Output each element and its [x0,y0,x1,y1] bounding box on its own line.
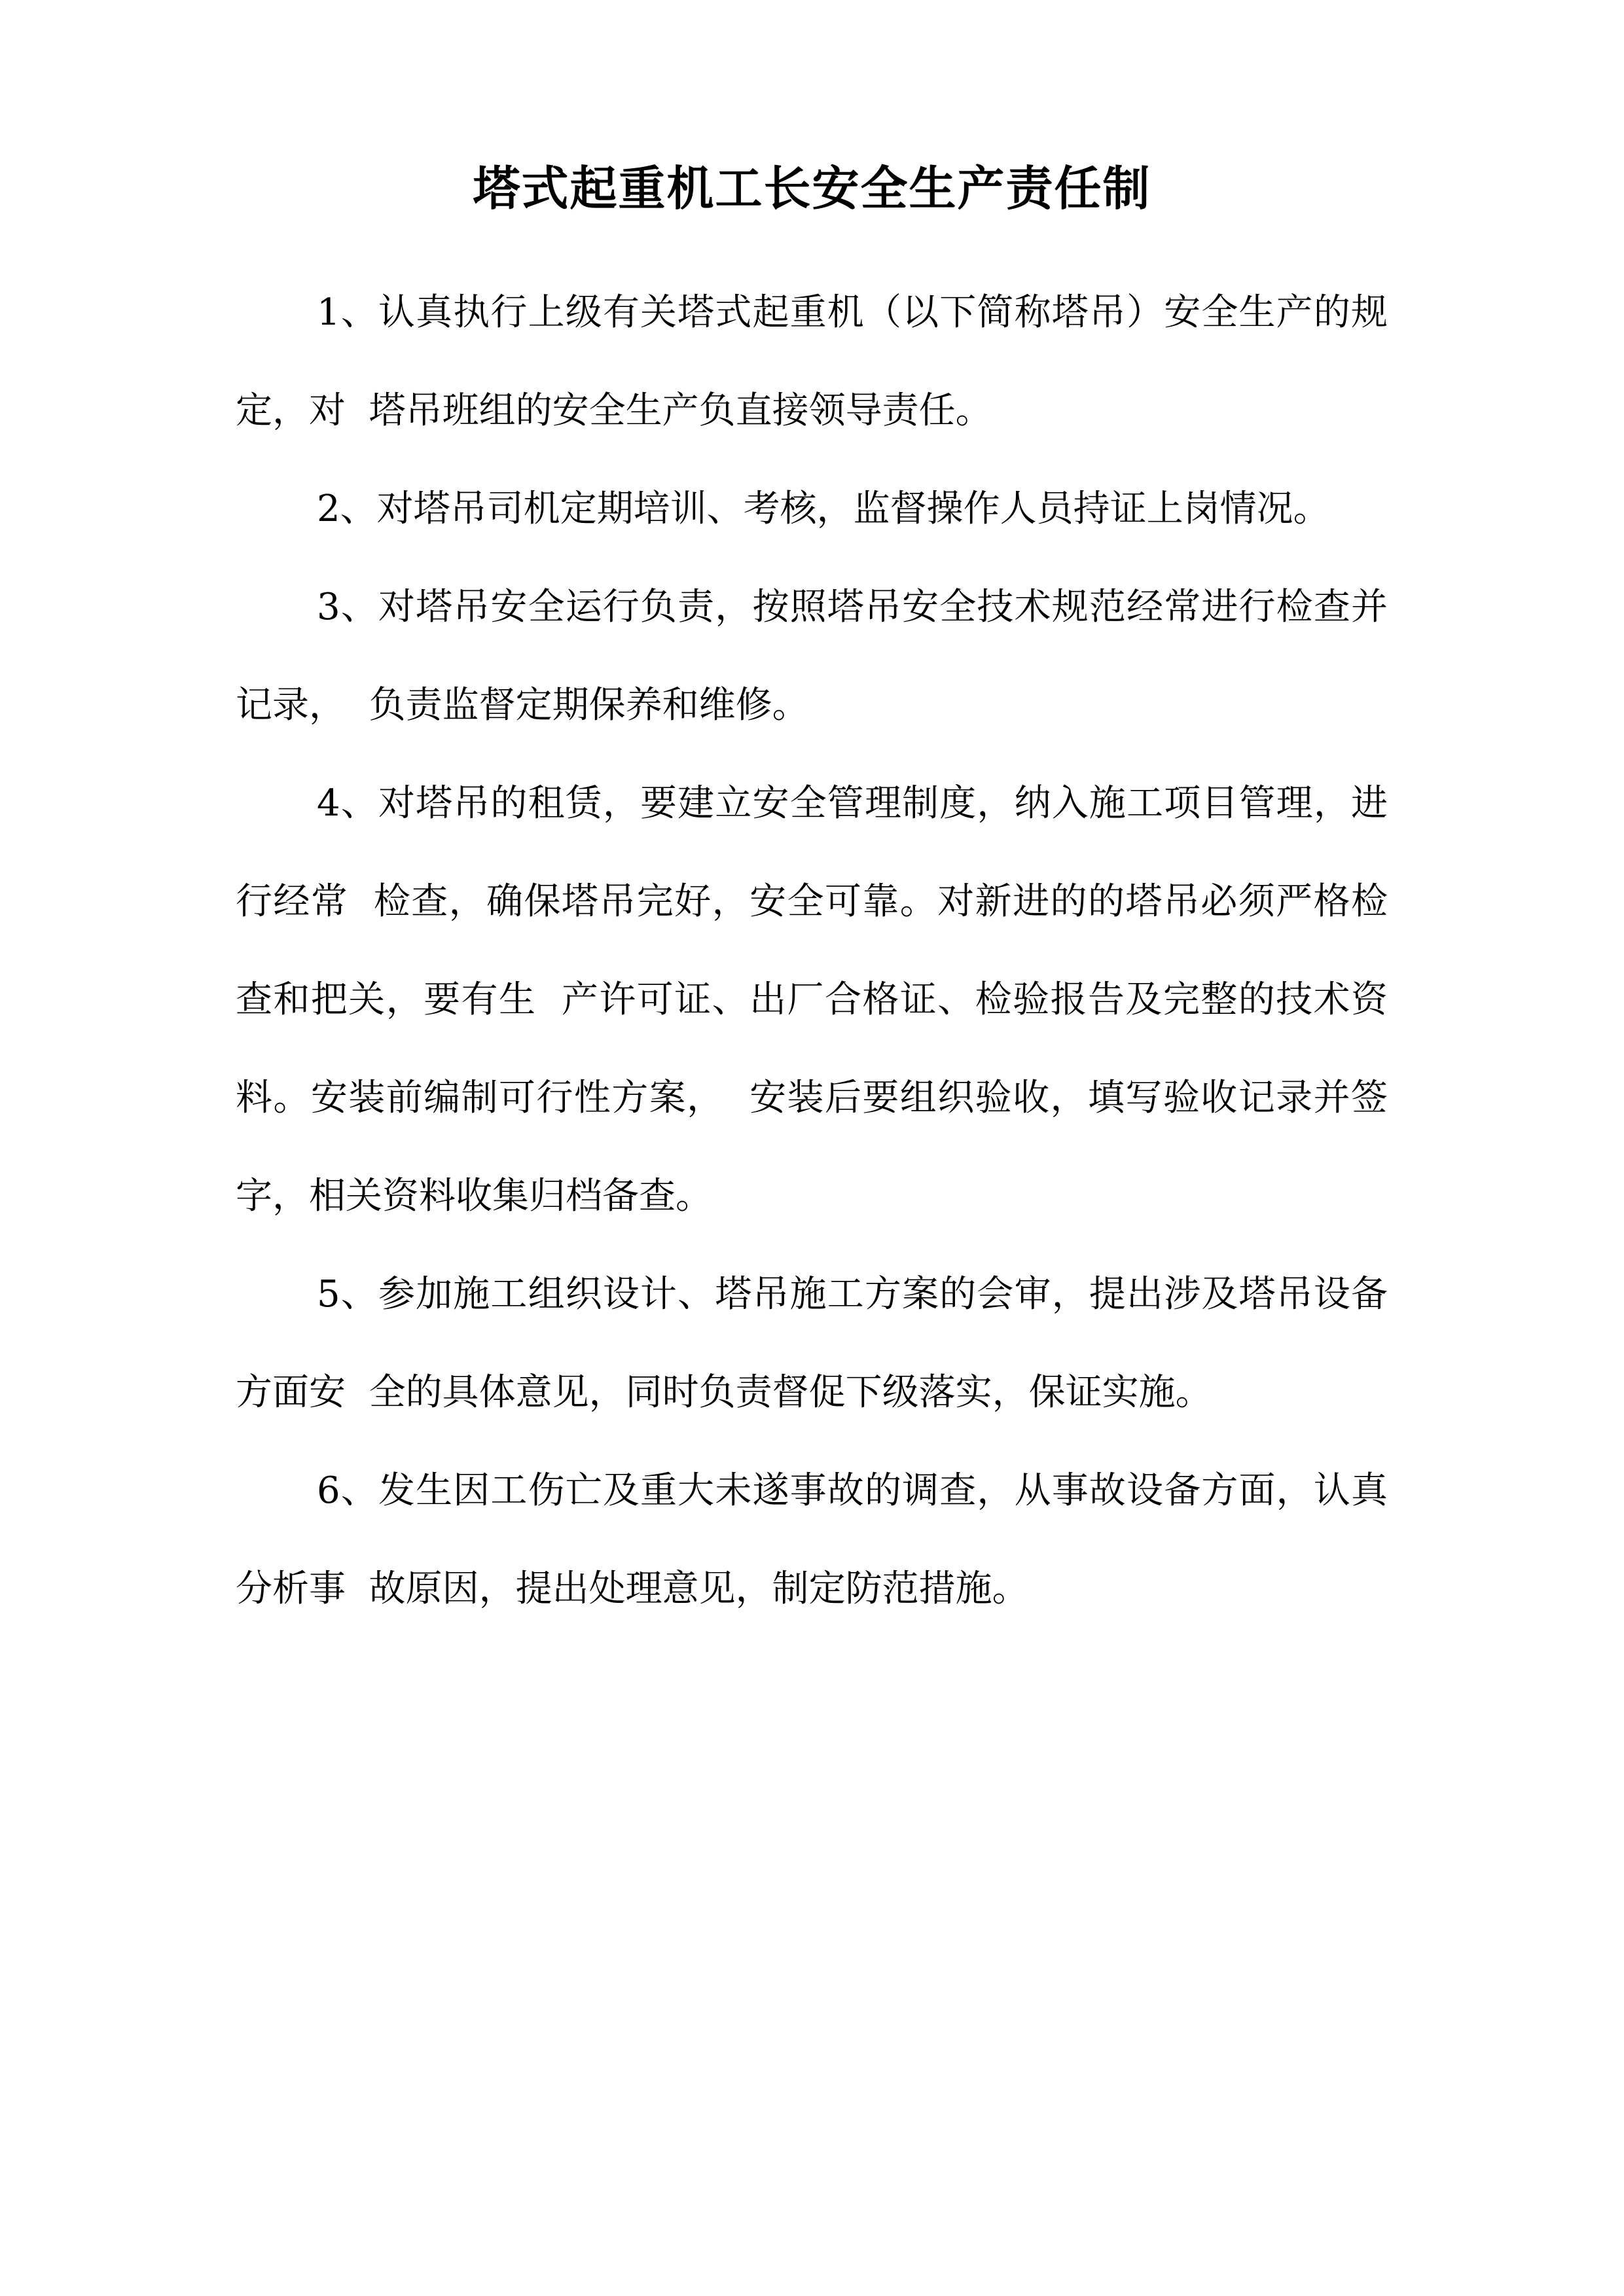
clause-6-line-1: 6、发生因工伤亡及重大未遂事故的调查，从事故设备方面，认真 [317,1469,1388,1512]
clause-4-line-1: 4、对塔吊的租赁，要建立安全管理制度，纳入施工项目管理，进 [317,782,1388,825]
clause-4-line-5: 字，相关资料收集归档备查。 [236,1175,712,1217]
clause-5-line-2: 方面安 全的具体意见，同时负责督促下级落实，保证实施。 [236,1371,1212,1414]
clause-6-line-2: 分析事 故原因，提出处理意见，制定防范措施。 [236,1568,1029,1610]
clause-3-line-1: 3、对塔吊安全运行负责，按照塔吊安全技术规范经常进行检查并 [317,586,1388,628]
clause-3-line-2: 记录， 负责监督定期保养和维修。 [236,684,809,726]
clause-2-line-1: 2、对塔吊司机定期培训、考核，监督操作人员持证上岗情况。 [317,488,1330,530]
clause-5-line-1: 5、参加施工组织设计、塔吊施工方案的会审，提出涉及塔吊设备 [317,1273,1388,1316]
clause-1-line-2: 定，对 塔吊班组的安全生产负直接领导责任。 [236,389,992,432]
clause-4-line-3: 查和把关，要有生 产许可证、出厂合格证、检验报告及完整的技术资 [236,978,1388,1021]
clause-4-line-2: 行经常 检查，确保塔吊完好，安全可靠。对新进的的塔吊必须严格检 [236,880,1388,923]
document-title: 塔式起重机工长安全生产责任制 [473,160,1151,216]
clause-1-line-1: 1、认真执行上级有关塔式起重机（以下简称塔吊）安全生产的规 [317,291,1388,334]
clause-4-line-4: 料。安装前编制可行性方案， 安装后要组织验收，填写验收记录并签 [236,1077,1388,1119]
